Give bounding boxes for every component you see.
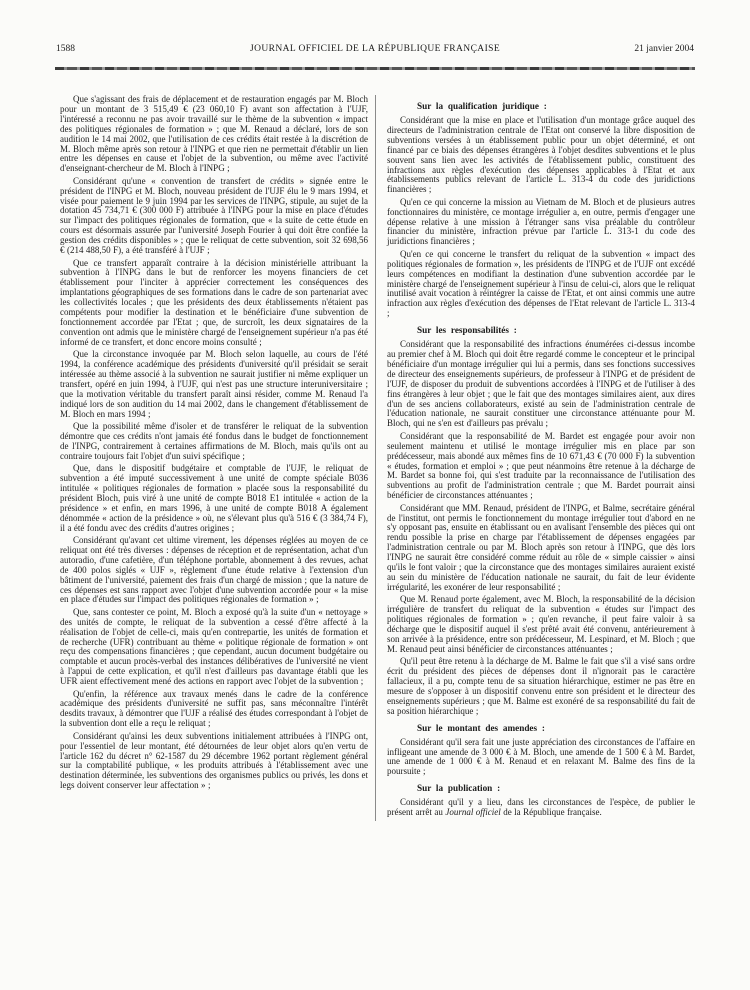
page-content xyxy=(60,95,696,821)
paragraph: Considérant qu'une « convention de transfert de crédits » signée entre le président de l'INPG et M. Bloch, nouveau président de l'UJF élu le 9 mars 1994, et visée pour paiement le 9 juin 1994 par les services de l'INPG, stipule, au sujet de la dotation 45 734,71 € (300 000 F) attribuée à l'INPG pour la mise en place d'études sur l'impact des politiques régionales de formation, que « la suite de cette étude en cours est désormais assurée par l'université Joseph Fourier à qui doit être confiée la gestion des crédits disponibles » ; que le reliquat de cette subvention, soit 32 698,56 € (214 488,50 F), a été transféré à l'UJF ; xyxy=(60,175,368,256)
journal-title: JOURNAL OFFICIEL DE LA RÉPUBLIQUE FRANÇAISE xyxy=(249,44,501,54)
journal-officiel-italic: Journal officiel xyxy=(445,807,501,818)
section-heading-responsabilites: Sur les responsabilités : xyxy=(417,325,517,336)
section-heading-publication: Sur la publication : xyxy=(417,783,501,794)
page-number: 1588 xyxy=(56,44,75,54)
paragraph: Que ce transfert apparaît contraire à la décision ministérielle attribuant la subvention à l'INPG dans le but de renforcer les moyens financiers de cet établissement pour l'inciter à apprécier correctement les conséquences des implantations géographiques de ses formations dans le cadre de son partenariat avec les collectivités locales ; que les présidents des deux établissements n'étaient pas compétents pour modifier la destination et le bénéficiaire d'une subvention de fonctionnement accordée par l'Etat ; que, de surcroît, les deux signataires de la convention ont admis que le ministère chargé de l'enseignement supérieur n'a pas été informé de ce transfert, et donc encore moins consulté ; xyxy=(60,257,368,347)
column-divider xyxy=(375,95,376,821)
paragraph: Considérant que MM. Renaud, président de l'INPG, et Balme, secrétaire général de l'institut, ont permis le fonctionnement du montage irrégulier tout d'abord en ne s'y opposant pas, ensuite en établissant ou en avalisant l'ensemble des pièces qui ont rendu possible la prise en charge par l'établissement de dépenses engagées par l'administration centrale ou par M. Bloch après son retour à l'INPG, que dès lors l'INPG ne saurait être considéré comme réduit au rôle de « simple caissier » ainsi qu'ils le font valoir ; que la circonstance que des montages similaires auraient existé au sein du ministère de l'éducation nationale ne saurait, du fait de leur évidente irrégularité, les exonérer de leur responsabilité ; xyxy=(387,502,695,592)
paragraph: Considérant que la responsabilité des infractions énumérées ci-dessus incombe au premier chef à M. Bloch qui doit être regardé comme le concepteur et le principal bénéficiaire d'un montage irrégulier qui lui a permis, dans ses fonctions successives de directeur des enseignements supérieurs, de professeur à l'INPG et de président de l'UJF, de disposer du produit de subventions accordées à l'INPG et de l'utiliser à des fins étrangères à leur objet ; que le fait que des montages similaires aient, aux dires d'un de ses anciens collaborateurs, existé au sein de l'administration centrale de l'éducation nationale, ne saurait constituer une circonstance atténuante pour M. Bloch, qui ne s'en est d'ailleurs pas prévalu ; xyxy=(387,339,695,429)
section-heading-montant-amendes: Sur le montant des amendes : xyxy=(417,722,545,733)
paragraph: Considérant qu'ainsi les deux subventions initialement attribuées à l'INPG ont, pour l'essentiel de leur montant, été détournées de leur objet alors qu'en vertu de l'article 162 du décret n° 62-1587 du 29 décembre 1962 portant règlement général sur la comptabilité publique, « les produits attribués à l'établissement avec une destination déterminée, les subventions des organismes publics ou privés, les dons et legs doivent conserver leur affectation » ; xyxy=(60,730,368,791)
page-header xyxy=(56,44,694,54)
publication-text-before: Considérant qu'il y a lieu, dans les circonstances de l'espèce, de publier le présent arrêt au xyxy=(387,797,695,818)
paragraph: Que s'agissant des frais de déplacement et de restauration engagés par M. Bloch pour un montant de 3 515,49 € (23 060,10 F) avant son affectation à l'UJF, l'intéressé a reconnu ne pas avoir travaillé sur le thème de la subvention « impact des politiques régionales de formation » ; que M. Renaud a déclaré, lors de son audition le 14 mai 2002, que l'utilisation de ces crédits était restée à la discrétion de M. Bloch même après son retour à l'INPG et que rien ne permettait d'établir un lien entre les dépenses en cause et l'objet de la subvention, ou même avec l'activité d'enseignant-chercheur de M. Bloch à l'INPG ; xyxy=(60,94,368,174)
paragraph: Que M. Renaud porte également, avec M. Bloch, la responsabilité de la décision irrégulière de transfert du reliquat de la subvention « études sur l'impact des politiques régionales de formation » ; qu'en revanche, il peut faire valoir à sa décharge que le dispositif auquel il s'est prêté avait été convenu, antérieurement à son arrivée à la présidence, entre son prédécesseur, M. Lespinard, et M. Bloch ; que M. Renaud peut ainsi bénéficier de circonstances atténuantes ; xyxy=(387,594,695,654)
paragraph: Que la possibilité même d'isoler et de transférer le reliquat de la subvention démontre que ces crédits n'ont jamais été fondus dans le budget de fonctionnement de l'INPG, contrairement à certaines affirmations de M. Bloch, mais qu'ils ont au contraire toujours fait l'objet d'un suivi spécifique ; xyxy=(60,421,368,461)
section-heading-qualification-juridique: Sur la qualification juridique : xyxy=(417,101,547,111)
paragraph: Considérant qu'il sera fait une juste appréciation des circonstances de l'affaire en infligeant une amende de 3 000 € à M. Bloch, une amende de 1 500 € à M. Bardet, une amende de 1 000 € à M. Renaud et en relaxant M. Balme des fins de la poursuite ; xyxy=(387,736,695,777)
paragraph: Que, sans contester ce point, M. Bloch a exposé qu'à la suite d'un « nettoyage » des unités de compte, le reliquat de la subvention a cessé d'être affecté à la réalisation de l'objet de celle-ci, mais qu'en contrepartie, les unités de formation et de recherche (UFR) contribuant au thème « politique régionale de formation » ont reçu des compensations financières ; que cependant, aucun document budgétaire ou comptable et aucun procès-verbal des instances délibératives de l'université ne vient à l'appui de cette explication, et qu'il n'est d'ailleurs pas davantage établi que les UFR aient effectivement mené des actions en rapport avec l'objet de la subvention ; xyxy=(60,606,368,687)
paragraph-publication xyxy=(387,798,695,818)
right-column xyxy=(387,95,695,821)
paragraph: Qu'il peut être retenu à la décharge de M. Balme le fait que s'il a visé sans ordre écrit du président des pièces de dépenses dont il n'ignorait pas le caractère fallacieux, il a pu, compte tenu de sa situation hiérarchique, estimer ne pas être en mesure de s'opposer à un dispositif convenu entre son président et le directeur des enseignements supérieurs ; que M. Balme est exonéré de sa responsabilité du fait de sa position hiérarchique ; xyxy=(387,656,695,716)
header-rule xyxy=(55,67,695,70)
publication-text-after: de la République française. xyxy=(500,807,602,818)
paragraph: Considérant qu'avant cet ultime virement, les dépenses réglées au moyen de ce reliquat ont été très diverses : dépenses de réception et de représentation, achat d'un autoradio, d'une cafetière, d'un téléphone portable, abonnement à des revues, achat de 400 polos siglés « UJF », règlement d'une étude relative à l'extension d'un bâtiment de l'université, paiement des frais d'un chargé de mission ; que la nature de ces dépenses est sans rapport avec l'objet d'une subvention accordée pour « la mise en place d'études sur l'impact des politiques régionales de formation » ; xyxy=(60,534,368,605)
paragraph: Que, dans le dispositif budgétaire et comptable de l'UJF, le reliquat de subvention a été imputé successivement à une unité de compte spéciale B036 intitulée « politiques régionales de formation » placée sous la responsabilité du président Bloch, puis viré à une unité de compte B018 E1 intitulée « action de la présidence » et enfin, en mars 1996, à une unité de compte B018 A également dénommée « action de la présidence » où, ne s'élevant plus qu'à 516 € (3 384,74 F), il a été fondu avec des crédits d'autres origines ; xyxy=(60,463,368,533)
paragraph: Considérant que la responsabilité de M. Bardet est engagée pour avoir non seulement maintenu et utilisé le montage irrégulier mis en place par son prédécesseur, mais abondé aux mêmes fins de 10 671,43 € (70 000 F) la subvention « études, formation et emploi » ; que peut néanmoins être retenue à la décharge de M. Bardet sa bonne foi, qui s'est traduite par la reconnaissance de l'utilisation des subventions au profit de l'administration centrale ; que M. Bardet pourrait ainsi bénéficier de circonstances atténuantes ; xyxy=(387,430,695,501)
paragraph: Que la circonstance invoquée par M. Bloch selon laquelle, au cours de l'été 1994, la conférence académique des présidents d'université qu'il présidait se serait intéressée au thème associé à la subvention ne saurait justifier ni même expliquer un transfert, opéré en juin 1994, à l'UJF, qui n'est pas une structure interuniversitaire ; que la motivation véritable du transfert paraît ainsi résider, comme M. Renaud l'a indiqué lors de son audition du 14 mai 2002, dans le changement d'établissement de M. Bloch en mars 1994 ; xyxy=(60,349,368,419)
paragraph: Qu'enfin, la référence aux travaux menés dans le cadre de la conférence académique des présidents d'université ne suffit pas, sans méconnaître l'intérêt desdits travaux, à démontrer que l'UJF a réalisé des études correspondant à l'objet de la subvention dont elle a reçu le reliquat ; xyxy=(60,688,368,729)
paragraph: Qu'en ce qui concerne la mission au Vietnam de M. Bloch et de plusieurs autres fonctionnaires du ministère, ce montage irrégulier a, en outre, permis d'engager une dépense relative à une mission à l'étranger sans visa préalable du contrôleur financier du ministère, infraction prévue par l'article L. 313-1 du code des juridictions financières ; xyxy=(387,196,695,247)
paragraph: Qu'en ce qui concerne le transfert du reliquat de la subvention « impact des politiques régionales de formation », les présidents de l'INPG et de l'UJF ont excédé leurs compétences en modifiant la destination d'une subvention accordée par le ministère chargé de l'enseignement supérieur à l'insu de celui-ci, alors que le reliquat inutilisé avait vocation à réintégrer la caisse de l'Etat, et ont ainsi commis une autre infraction aux règles d'exécution des dépenses de l'Etat relevant de l'article L. 313-4 ; xyxy=(387,248,695,319)
issue-date: 21 janvier 2004 xyxy=(634,44,694,54)
left-column xyxy=(60,95,368,821)
paragraph: Considérant que la mise en place et l'utilisation d'un montage grâce auquel des directeurs de l'administration centrale de l'Etat ont conservé la libre disposition de subventions versées à un établissement public pour un objet déterminé, et ont financé par ce biais des dépenses étrangères à l'objet desdites subventions et le plus souvent sans lien avec les activités de l'établissement public, constituent des infractions aux règles d'exécution des dépenses applicables à l'Etat et aux établissements publics relevant de l'article L. 313-4 du code des juridictions financières ; xyxy=(387,115,695,195)
